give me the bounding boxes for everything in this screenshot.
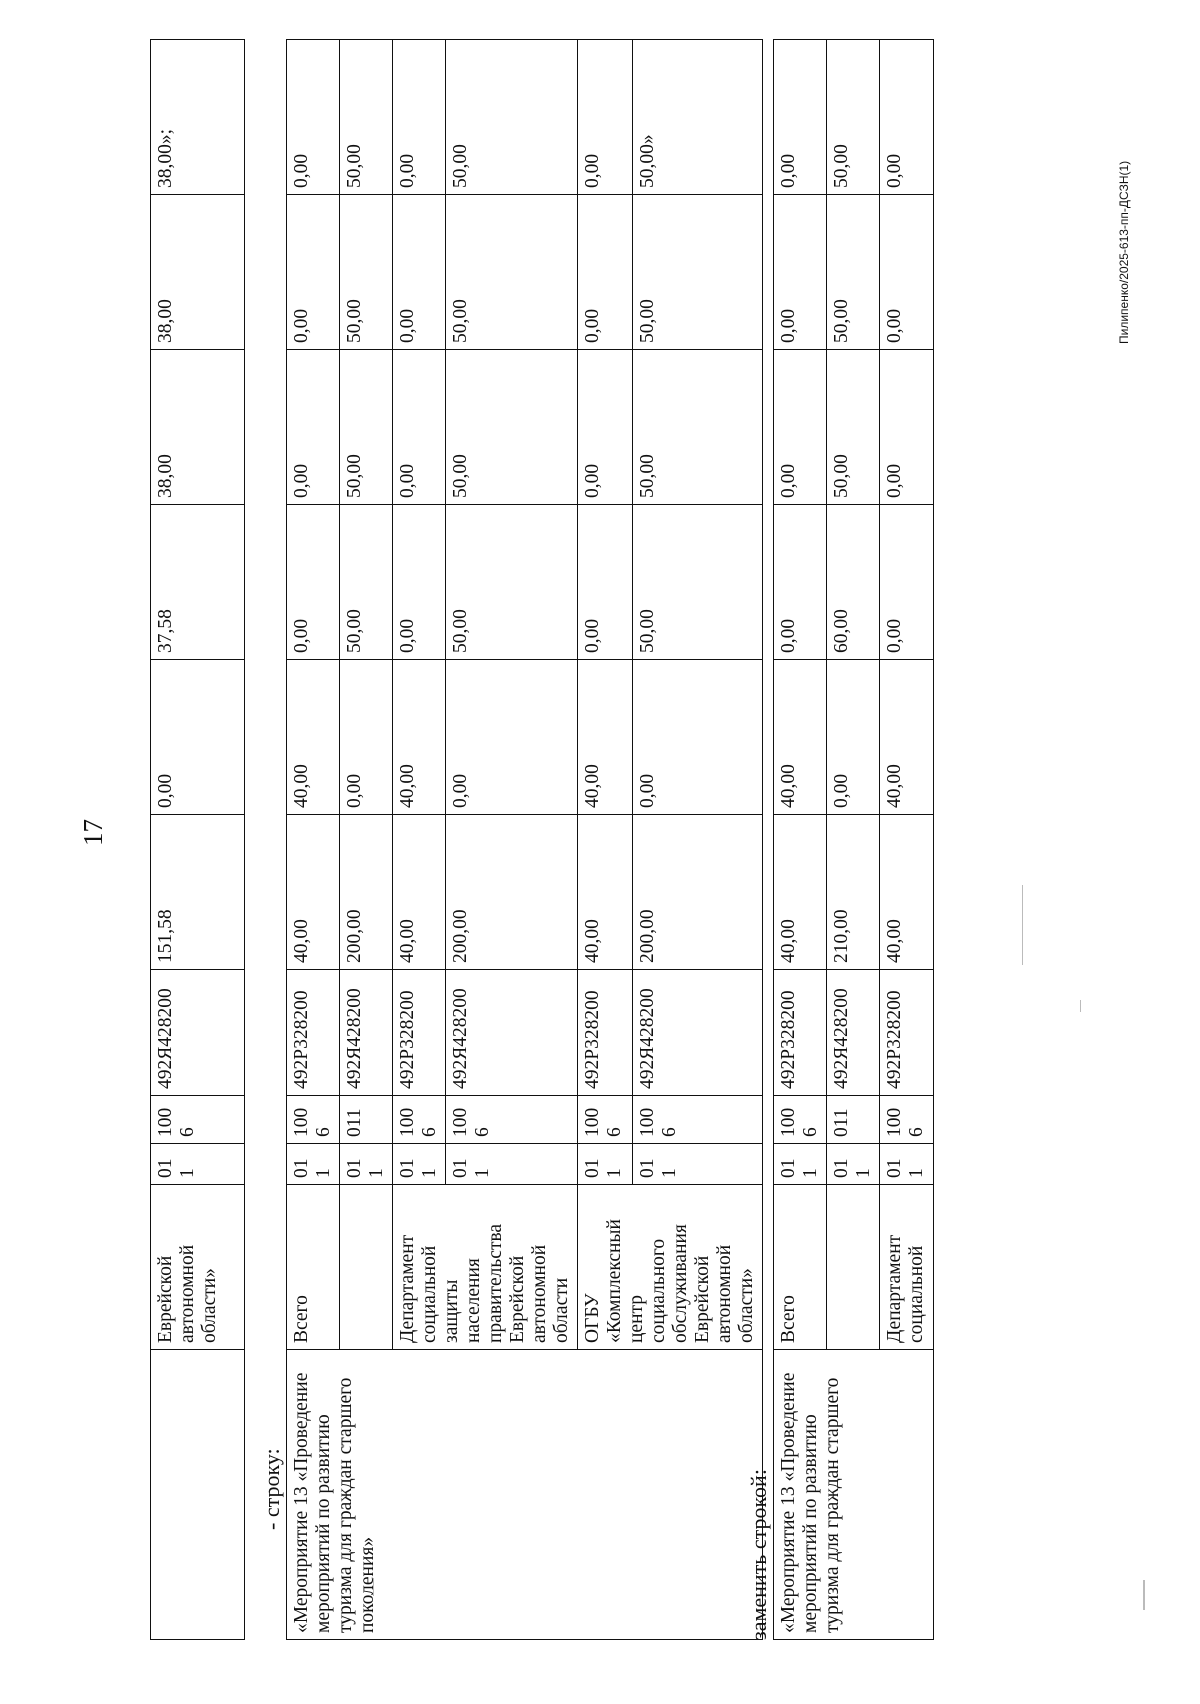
value-cell: 200,00 bbox=[340, 815, 393, 970]
value-cell: 0,00 bbox=[632, 660, 762, 815]
gr-cell: 011 bbox=[340, 1144, 393, 1185]
table-row bbox=[151, 40, 245, 1640]
continuation-table bbox=[150, 39, 245, 1640]
value-cell: 0,00 bbox=[578, 195, 633, 350]
org-cell bbox=[340, 1185, 393, 1350]
value-cell: 37,58 bbox=[151, 505, 245, 660]
rz-cell: 1006 bbox=[632, 1096, 762, 1144]
rz-cell: 1006 bbox=[151, 1096, 245, 1144]
gr-cell: 011 bbox=[827, 1144, 880, 1185]
csr-cell: 492Я428200 bbox=[632, 970, 762, 1096]
value-cell: 0,00 bbox=[393, 505, 446, 660]
value-cell: 0,00 bbox=[287, 40, 340, 195]
value-cell: 0,00 bbox=[880, 505, 934, 660]
value-cell: 40,00 bbox=[393, 660, 446, 815]
csr-cell: 492Я428200 bbox=[446, 970, 578, 1096]
csr-cell: 492Р328200 bbox=[880, 970, 934, 1096]
section-label-stroku: - строку: bbox=[259, 1448, 284, 1530]
gr-cell: 011 bbox=[446, 1144, 578, 1185]
measure-cell: «Мероприятие 13 «Проведение мероприятий по развитию туризма для граждан старшего bbox=[774, 1350, 934, 1640]
org-cell bbox=[827, 1185, 880, 1350]
value-cell: 50,00 bbox=[827, 350, 880, 505]
value-cell: 0,00 bbox=[827, 660, 880, 815]
value-cell: 0,00 bbox=[393, 40, 446, 195]
value-cell: 0,00 bbox=[287, 195, 340, 350]
value-cell: 38,00»; bbox=[151, 40, 245, 195]
main-cell bbox=[151, 1350, 245, 1640]
gr-cell: 011 bbox=[632, 1144, 762, 1185]
rz-cell: 1006 bbox=[774, 1096, 827, 1144]
rz-cell: 011 bbox=[827, 1096, 880, 1144]
csr-cell: 492Р328200 bbox=[774, 970, 827, 1096]
value-cell: 0,00 bbox=[578, 40, 633, 195]
value-cell: 50,00 bbox=[446, 195, 578, 350]
value-cell: 40,00 bbox=[880, 815, 934, 970]
value-cell: 40,00 bbox=[880, 660, 934, 815]
org-cell: Всего bbox=[287, 1185, 340, 1350]
document-code: Пилипенко/2025-613-пп-ДСЗН(1) bbox=[1117, 160, 1131, 344]
value-cell: 0,00 bbox=[151, 660, 245, 815]
value-cell: 40,00 bbox=[287, 660, 340, 815]
value-cell: 151,58 bbox=[151, 815, 245, 970]
value-cell: 0,00 bbox=[578, 350, 633, 505]
csr-cell: 492Я428200 bbox=[827, 970, 880, 1096]
table-row bbox=[287, 40, 340, 1640]
value-cell: 0,00 bbox=[774, 350, 827, 505]
value-cell: 0,00 bbox=[446, 660, 578, 815]
value-cell: 60,00 bbox=[827, 505, 880, 660]
value-cell: 40,00 bbox=[578, 660, 633, 815]
rz-cell: 1006 bbox=[880, 1096, 934, 1144]
org-cell: Еврейской автономной области» bbox=[151, 1185, 245, 1350]
replacement-row-table bbox=[773, 39, 934, 1640]
csr-cell: 492Р328200 bbox=[393, 970, 446, 1096]
value-cell: 50,00 bbox=[340, 40, 393, 195]
gr-cell: 011 bbox=[880, 1144, 934, 1185]
value-cell: 0,00 bbox=[287, 505, 340, 660]
value-cell: 200,00 bbox=[446, 815, 578, 970]
value-cell: 210,00 bbox=[827, 815, 880, 970]
original-row-table bbox=[286, 39, 763, 1640]
measure-cell: «Мероприятие 13 «Проведение мероприятий по развитию туризма для граждан старшего поколения» bbox=[287, 1350, 763, 1640]
value-cell: 50,00» bbox=[632, 40, 762, 195]
page-number: 17 bbox=[78, 819, 108, 846]
rz-cell: 1006 bbox=[393, 1096, 446, 1144]
gr-cell: 011 bbox=[774, 1144, 827, 1185]
value-cell: 50,00 bbox=[632, 505, 762, 660]
value-cell: 0,00 bbox=[880, 350, 934, 505]
csr-cell: 492Я428200 bbox=[151, 970, 245, 1096]
value-cell: 40,00 bbox=[774, 815, 827, 970]
value-cell: 50,00 bbox=[446, 505, 578, 660]
value-cell: 38,00 bbox=[151, 195, 245, 350]
value-cell: 0,00 bbox=[393, 350, 446, 505]
value-cell: 50,00 bbox=[632, 195, 762, 350]
value-cell: 0,00 bbox=[578, 505, 633, 660]
value-cell: 50,00 bbox=[827, 40, 880, 195]
rz-cell: 1006 bbox=[578, 1096, 633, 1144]
value-cell: 0,00 bbox=[774, 505, 827, 660]
org-cell: Департамент социальной защиты населения правительства Еврейской автономной области bbox=[393, 1185, 578, 1350]
value-cell: 50,00 bbox=[446, 40, 578, 195]
value-cell: 200,00 bbox=[632, 815, 762, 970]
value-cell: 50,00 bbox=[340, 195, 393, 350]
org-cell: Всего bbox=[774, 1185, 827, 1350]
value-cell: 0,00 bbox=[880, 40, 934, 195]
org-cell: Департамент социальной bbox=[880, 1185, 934, 1350]
section-label-zamenit: заменить строкой: bbox=[746, 1469, 771, 1640]
csr-cell: 492Я428200 bbox=[340, 970, 393, 1096]
value-cell: 50,00 bbox=[340, 505, 393, 660]
csr-cell: 492Р328200 bbox=[578, 970, 633, 1096]
csr-cell: 492Р328200 bbox=[287, 970, 340, 1096]
scan-mark bbox=[1143, 1580, 1145, 1610]
table-row bbox=[774, 40, 827, 1640]
rz-cell: 1006 bbox=[446, 1096, 578, 1144]
value-cell: 0,00 bbox=[774, 195, 827, 350]
gr-cell: 011 bbox=[287, 1144, 340, 1185]
scan-mark bbox=[1080, 1000, 1081, 1012]
value-cell: 0,00 bbox=[287, 350, 340, 505]
value-cell: 50,00 bbox=[827, 195, 880, 350]
value-cell: 40,00 bbox=[578, 815, 633, 970]
rz-cell: 1006 bbox=[287, 1096, 340, 1144]
gr-cell: 011 bbox=[393, 1144, 446, 1185]
rz-cell: 011 bbox=[340, 1096, 393, 1144]
org-cell: ОГБУ «Комплексный центр социального обслуживания Еврейской автономной области» bbox=[578, 1185, 763, 1350]
value-cell: 0,00 bbox=[340, 660, 393, 815]
value-cell: 38,00 bbox=[151, 350, 245, 505]
value-cell: 50,00 bbox=[340, 350, 393, 505]
rotated-document bbox=[140, 40, 1060, 1640]
value-cell: 50,00 bbox=[446, 350, 578, 505]
gr-cell: 011 bbox=[151, 1144, 245, 1185]
gr-cell: 011 bbox=[578, 1144, 633, 1185]
value-cell: 0,00 bbox=[880, 195, 934, 350]
value-cell: 40,00 bbox=[287, 815, 340, 970]
value-cell: 40,00 bbox=[393, 815, 446, 970]
value-cell: 50,00 bbox=[632, 350, 762, 505]
value-cell: 40,00 bbox=[774, 660, 827, 815]
value-cell: 0,00 bbox=[774, 40, 827, 195]
value-cell: 0,00 bbox=[393, 195, 446, 350]
